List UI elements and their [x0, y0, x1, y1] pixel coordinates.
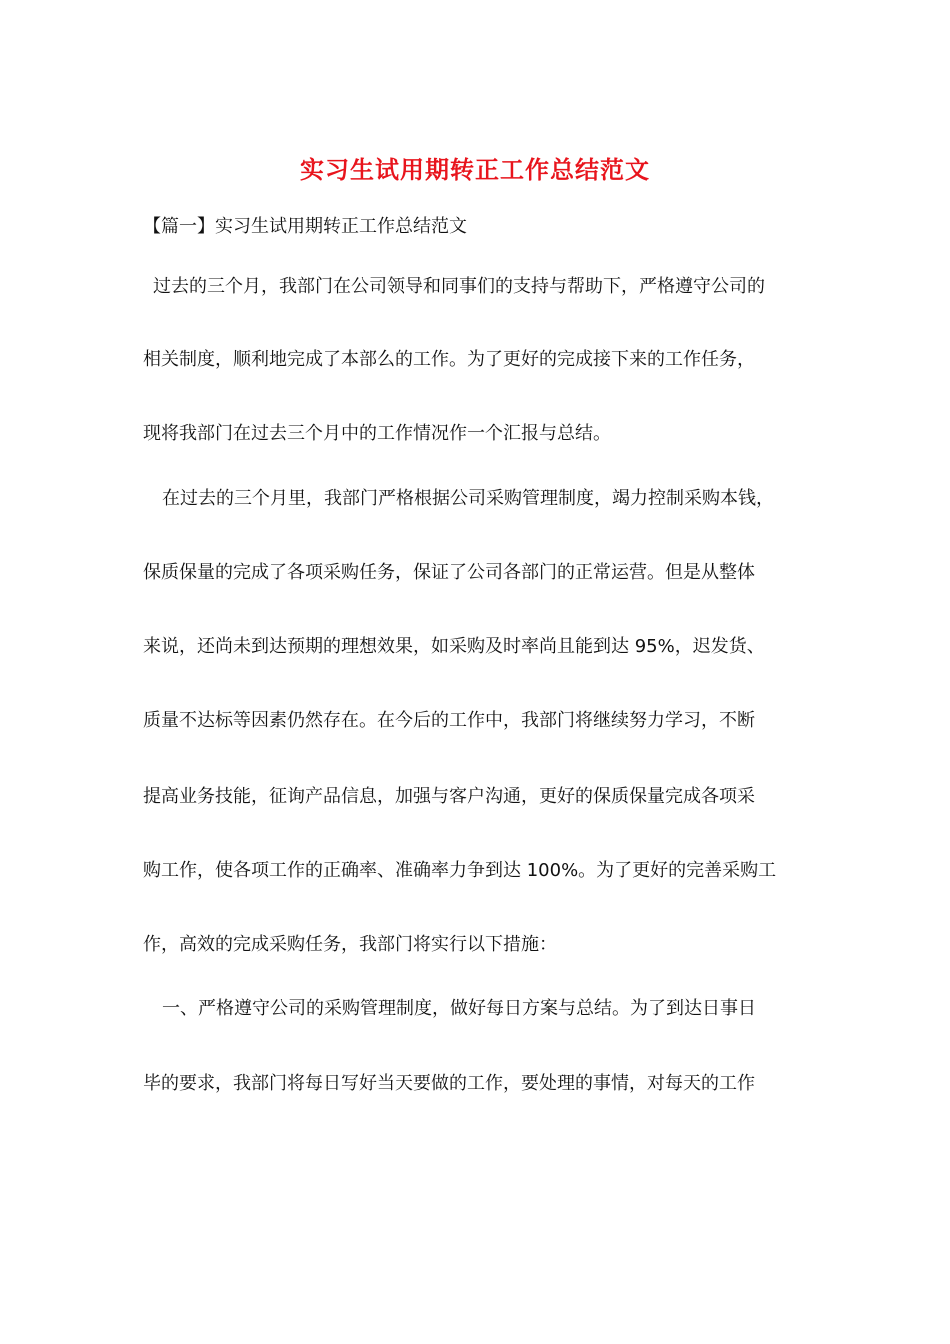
document-title: 实习生试用期转正工作总结范文 — [300, 155, 650, 184]
paragraph-line: 在过去的三个月里，我部门严格根据公司采购管理制度，竭力控制采购本钱， — [162, 488, 774, 509]
paragraph-line: 作，高效的完成采购任务，我部门将实行以下措施： — [143, 934, 557, 955]
paragraph-line: 一、严格遵守公司的采购管理制度，做好每日方案与总结。为了到达日事日 — [162, 998, 756, 1019]
paragraph-line: 提高业务技能，征询产品信息，加强与客户沟通，更好的保质保量完成各项采 — [143, 786, 755, 807]
paragraph-line: 相关制度，顺利地完成了本部么的工作。为了更好的完成接下来的工作任务， — [143, 349, 755, 370]
paragraph-line: 保质保量的完成了各项采购任务，保证了公司各部门的正常运营。但是从整体 — [143, 562, 755, 583]
paragraph-line: 过去的三个月，我部门在公司领导和同事们的支持与帮助下，严格遵守公司的 — [153, 276, 765, 297]
paragraph-line: 购工作，使各项工作的正确率、准确率力争到达 100%。为了更好的完善采购工 — [143, 860, 777, 881]
paragraph-line: 现将我部门在过去三个月中的工作情况作一个汇报与总结。 — [143, 423, 611, 444]
paragraph-line: 毕的要求，我部门将每日写好当天要做的工作，要处理的事情，对每天的工作 — [143, 1073, 755, 1094]
paragraph-line: 质量不达标等因素仍然存在。在今后的工作中，我部门将继续努力学习，不断 — [143, 710, 755, 731]
section-heading: 【篇一】实习生试用期转正工作总结范文 — [143, 216, 467, 237]
paragraph-line: 来说，还尚未到达预期的理想效果，如采购及时率尚且能到达 95%，迟发货、 — [143, 636, 765, 657]
